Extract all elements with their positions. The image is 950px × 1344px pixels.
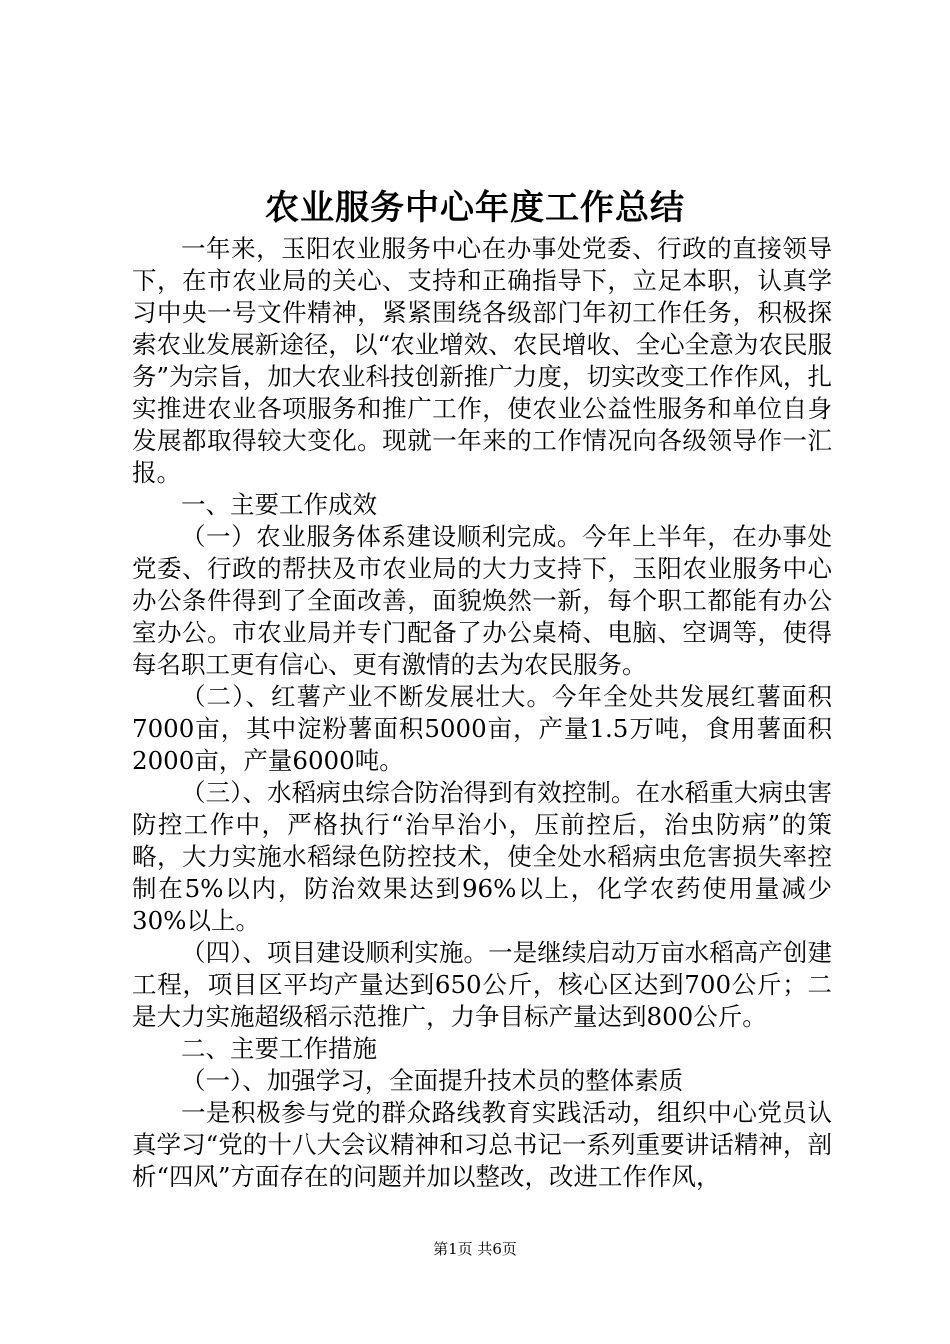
measure-paragraph-1: 一是积极参与党的群众路线教育实践活动，组织中心党员认真学习“党的十八大会议精神和习总书记一系列重要讲话精神，剖析“四风”方面存在的问题并加以整改，改进工作作风， — [132, 1098, 832, 1191]
section-heading-measures: 二、主要工作措施 — [181, 1034, 377, 1063]
document-title: 农业服务中心年度工作总结 — [265, 188, 685, 228]
result-item-2: （二）、红薯产业不断发展壮大。今年全处共发展红薯面积7000亩，其中淀粉薯面积5000亩，产量1.5万吨，食用薯面积2000亩，产量6000吨。 — [132, 682, 832, 775]
result-item-4: （四）、项目建设顺利实施。一是继续启动万亩水稻高产创建工程，项目区平均产量达到650公斤，核心区达到700公斤；二是大力实施超级稻示范推广，力争目标产量达到800公斤。 — [132, 938, 832, 1031]
result-item-1: （一）农业服务体系建设顺利完成。今年上半年，在办事处党委、行政的帮扶及市农业局的大力支持下，玉阳农业服务中心办公条件得到了全面改善，面貌焕然一新，每个职工都能有办公室办公。市农业局并专门配备了办公桌椅、电脑、空调等，使得每名职工更有信心、更有激情的去为农民服务。 — [132, 522, 832, 679]
measure-heading-1: （一）、加强学习，全面提升技术员的整体素质 — [181, 1066, 684, 1095]
page-number: 第1页 共6页 — [433, 1240, 517, 1258]
result-item-3: （三）、水稻病虫综合防治得到有效控制。在水稻重大病虫害防控工作中，严格执行“治早治小，压前控后，治虫防病”的策略，大力实施水稻绿色防控技术，使全处水稻病虫危害损失率控制在5%以内，防治效果达到96%以上，化学农药使用量减少30%以上。 — [132, 778, 832, 935]
intro-paragraph: 一年来，玉阳农业服务中心在办事处党委、行政的直接领导下，在市农业局的关心、支持和正确指导下，立足本职，认真学习中央一号文件精神，紧紧围绕各级部门年初工作任务，积极探索农业发展新途径，以“农业增效、农民增收、全心全意为农民服务”为宗旨，加大农业科技创新推广力度，切实改变工作作风，扎实推进农业各项服务和推广工作，使农业公益性服务和单位自身发展都取得较大变化。现就一年来的工作情况向各级领导作一汇报。 — [132, 234, 832, 487]
section-heading-results: 一、主要工作成效 — [181, 490, 377, 519]
document-body — [132, 233, 832, 1193]
